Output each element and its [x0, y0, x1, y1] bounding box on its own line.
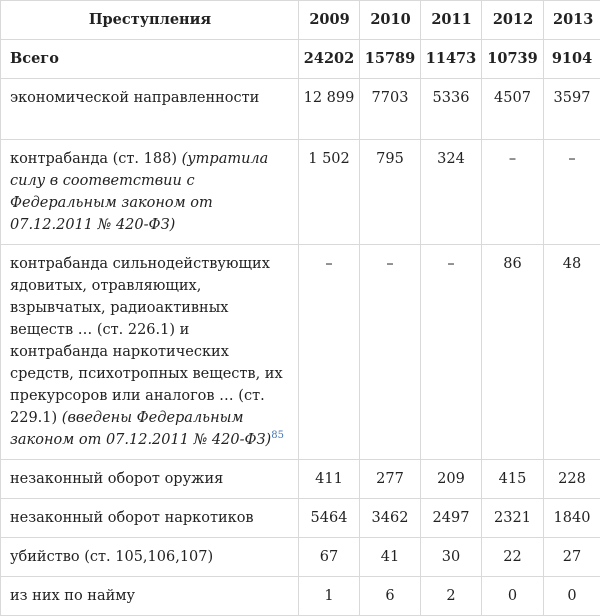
cell-2012: 22: [482, 538, 544, 577]
cell-2011: 30: [421, 538, 482, 577]
table-row-smuggling-substances: [1, 245, 600, 460]
cell-2011: 2: [421, 577, 482, 616]
header-crimes: Преступления: [1, 1, 299, 40]
table-row-contract-murder: [1, 577, 600, 616]
cell-2009: 24202: [299, 40, 360, 79]
cell-2013: 228: [544, 460, 600, 499]
cell-2011: 11473: [421, 40, 482, 79]
row-label: контрабанда (ст. 188): [10, 151, 177, 167]
cell-2010: 3462: [360, 499, 421, 538]
footnote-link[interactable]: 85: [271, 430, 284, 441]
cell-2011: 324: [421, 140, 482, 245]
table-row-murder: [1, 538, 600, 577]
cell-2010: 277: [360, 460, 421, 499]
row-note: (утратила силу в соответствии с Федеральным законом от 07.12.2011 № 420-ФЗ): [10, 151, 268, 233]
cell-2012: 10739: [482, 40, 544, 79]
row-label: экономической направленности: [1, 79, 299, 140]
cell-2009: 67: [299, 538, 360, 577]
cell-2010: 15789: [360, 40, 421, 79]
row-label: Всего: [1, 40, 299, 79]
cell-2010: 795: [360, 140, 421, 245]
cell-2012: 0: [482, 577, 544, 616]
table-row-smuggling: [1, 140, 600, 245]
row-label-cell: [1, 140, 299, 245]
row-label: убийство (ст. 105,106,107): [1, 538, 299, 577]
cell-2012: 415: [482, 460, 544, 499]
cell-2009: 1 502: [299, 140, 360, 245]
cell-2011: 5336: [421, 79, 482, 140]
header-year-2010: 2010: [360, 1, 421, 40]
row-label: незаконный оборот оружия: [1, 460, 299, 499]
header-year-2013: 2013: [544, 1, 600, 40]
cell-2012: 2321: [482, 499, 544, 538]
cell-2012: 86: [482, 245, 544, 460]
cell-2013: 27: [544, 538, 600, 577]
cell-2012: 4507: [482, 79, 544, 140]
header-year-2009: 2009: [299, 1, 360, 40]
row-note: (введены Федеральным законом от 07.12.2011 № 420-ФЗ): [10, 410, 271, 448]
cell-2009: 411: [299, 460, 360, 499]
row-label: незаконный оборот наркотиков: [1, 499, 299, 538]
cell-2013: 3597: [544, 79, 600, 140]
cell-2009: 12 899: [299, 79, 360, 140]
cell-2013: 9104: [544, 40, 600, 79]
cell-2010: 7703: [360, 79, 421, 140]
row-label: из них по найму: [1, 577, 299, 616]
cell-2013: –: [544, 140, 600, 245]
cell-2013: 1840: [544, 499, 600, 538]
header-year-2011: 2011: [421, 1, 482, 40]
cell-2013: 0: [544, 577, 600, 616]
cell-2010: 41: [360, 538, 421, 577]
row-label: контрабанда сильнодействующих ядовитых, отравляющих, взрывчатых, радиоактивных веществ … (ст. 226.1) и контрабанда наркотических средств, психотропных веществ, их прекурсоров или аналогов … (ст. 229.1): [10, 256, 283, 426]
table-row-weapons: [1, 460, 600, 499]
cell-2013: 48: [544, 245, 600, 460]
header-year-2012: 2012: [482, 1, 544, 40]
cell-2010: 6: [360, 577, 421, 616]
header-row: [1, 1, 600, 40]
row-label-cell: [1, 245, 299, 460]
table-row-total: [1, 40, 600, 79]
cell-2011: 2497: [421, 499, 482, 538]
cell-2009: –: [299, 245, 360, 460]
cell-2011: –: [421, 245, 482, 460]
table-row-drugs: [1, 499, 600, 538]
cell-2011: 209: [421, 460, 482, 499]
cell-2012: –: [482, 140, 544, 245]
cell-2010: –: [360, 245, 421, 460]
table-row-economic: [1, 79, 600, 140]
cell-2009: 1: [299, 577, 360, 616]
cell-2009: 5464: [299, 499, 360, 538]
